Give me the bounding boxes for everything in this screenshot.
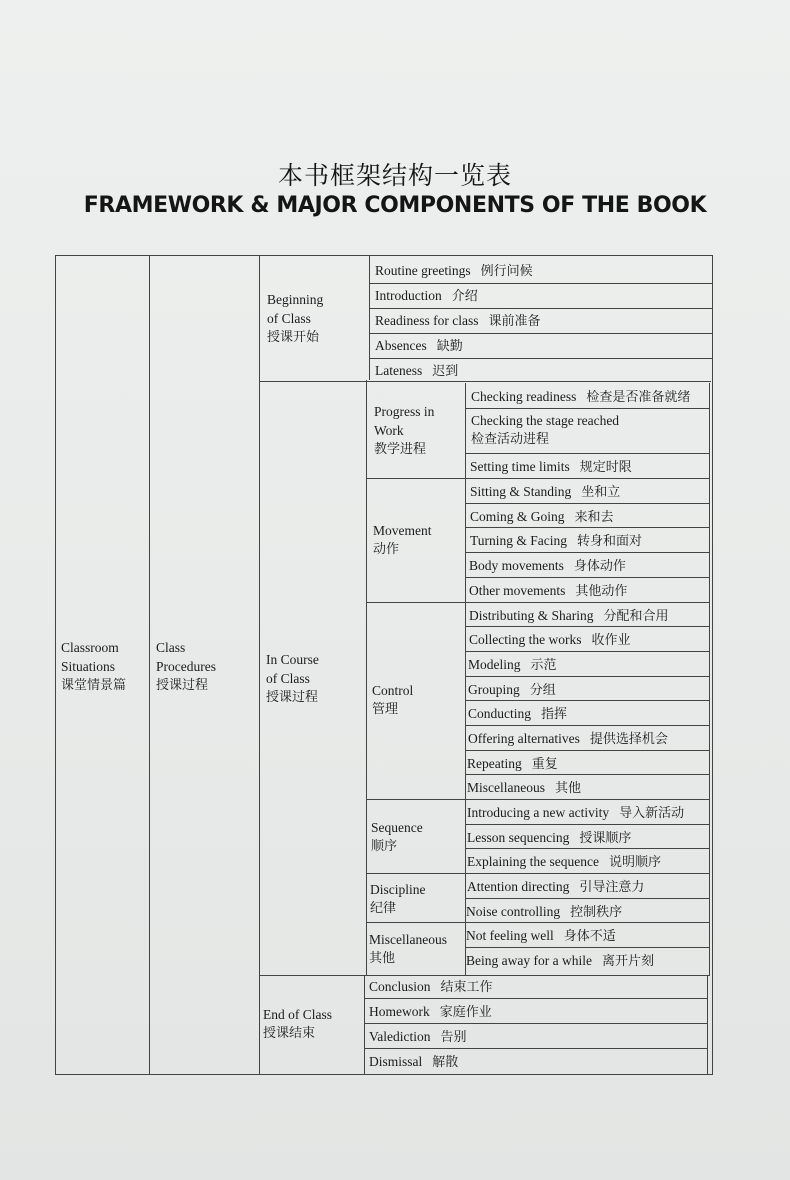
item-body-movements: Body movements 身体动作 [469, 558, 626, 574]
grid-line [465, 700, 710, 701]
category-label-en1: Classroom [61, 640, 119, 655]
item-readiness-for-class: Readiness for class 课前准备 [375, 313, 541, 329]
grid-line [465, 651, 710, 652]
item-valediction: Valediction 告别 [369, 1029, 467, 1045]
category-label-en2: Situations [61, 659, 116, 674]
grid-line [369, 358, 713, 359]
group-control [372, 681, 413, 719]
item-miscellaneous-control: Miscellaneous 其他 [467, 780, 581, 796]
group-label-cn: 其他 [369, 951, 396, 966]
stage-label-en1: End of Class [263, 1007, 332, 1022]
item-repeating: Repeating 重复 [467, 756, 558, 772]
stage-label-en1: In Course [266, 652, 319, 667]
grid-line [465, 453, 710, 454]
item-setting-time-limits: Setting time limits 规定时限 [470, 459, 632, 475]
group-label-en1: Control [372, 683, 414, 698]
group-label-cn: 管理 [372, 702, 399, 717]
grid-line [364, 975, 365, 1075]
grid-line [465, 824, 710, 825]
grid-line [465, 774, 710, 775]
group-miscellaneous [369, 930, 447, 968]
group-label-en1: Miscellaneous [369, 932, 447, 947]
group-movement [373, 521, 432, 559]
grid-line [465, 947, 710, 948]
stage-label-cn: 授课开始 [267, 330, 320, 345]
item-distributing-sharing: Distributing & Sharing 分配和合用 [469, 608, 669, 624]
group-label-en1: Movement [373, 523, 432, 538]
group-label-cn: 动作 [373, 542, 400, 557]
grid-line [465, 408, 710, 409]
grid-line [465, 676, 710, 677]
stage-label-cn: 授课结束 [263, 1026, 316, 1041]
grid-line [465, 527, 710, 528]
item-lesson-sequencing: Lesson sequencing 授课顺序 [467, 830, 632, 846]
grid-line [465, 577, 710, 578]
item-checking-readiness: Checking readiness 检查是否准备就绪 [471, 389, 691, 405]
stage-in-course-of-class [266, 650, 319, 707]
grid-line [259, 255, 260, 1075]
grid-line [366, 602, 710, 603]
page-title-english: FRAMEWORK & MAJOR COMPONENTS OF THE BOOK [83, 193, 707, 218]
item-introducing-a-new-activity: Introducing a new activity 导入新活动 [467, 805, 685, 821]
grid-line [364, 998, 708, 999]
grid-line [259, 381, 711, 382]
group-label-en1: Sequence [371, 820, 423, 835]
group-label-en2: Work [374, 423, 404, 438]
item-routine-greetings: Routine greetings 例行问候 [375, 263, 533, 279]
item-homework: Homework 家庭作业 [369, 1004, 492, 1020]
stage-label-en2: of Class [267, 311, 311, 326]
item-absences: Absences 缺勤 [375, 338, 463, 354]
grid-line [366, 380, 367, 975]
grid-line [465, 848, 710, 849]
grid-line [465, 626, 710, 627]
item-introduction: Introduction 介绍 [375, 288, 478, 304]
grid-line [465, 750, 710, 751]
grid-line [369, 283, 713, 284]
category-class-procedures [156, 638, 216, 695]
grid-line [369, 255, 370, 380]
grid-line [465, 503, 710, 504]
page-title-chinese: 本书框架结构一览表 [277, 161, 512, 190]
grid-line [259, 975, 710, 976]
item-offering-alternatives: Offering alternatives 提供选择机会 [468, 731, 668, 747]
item-collecting-the-works: Collecting the works 收作业 [469, 632, 631, 648]
grid-line [369, 308, 713, 309]
category-classroom-situations [61, 638, 126, 695]
item-dismissal: Dismissal 解散 [369, 1054, 459, 1070]
stage-label-cn: 授课过程 [266, 690, 319, 705]
group-label-cn: 纪律 [370, 901, 397, 916]
grid-line [366, 873, 710, 874]
item-modeling: Modeling 示范 [468, 657, 557, 673]
category-label-cn: 课堂情景篇 [61, 678, 127, 693]
stage-end-of-class [263, 1005, 332, 1043]
stage-label-en1: Beginning [267, 292, 324, 307]
item-coming-going: Coming & Going 来和去 [470, 509, 614, 525]
item-checking-the-stage-reached: Checking the stage reached 检查活动进程 [471, 413, 620, 447]
grid-line [364, 1048, 708, 1049]
procedures-label-en2: Procedures [156, 659, 216, 674]
grid-line [366, 922, 710, 923]
stage-label-en2: of Class [266, 671, 310, 686]
group-label-en1: Progress in [374, 404, 435, 419]
grid-line [364, 1023, 708, 1024]
item-noise-controlling: Noise controlling 控制秩序 [466, 904, 623, 920]
stage-beginning-of-class [267, 290, 323, 347]
group-label-en1: Discipline [370, 882, 426, 897]
grid-line [465, 383, 466, 975]
group-progress-in-work [374, 402, 434, 459]
item-sitting-standing: Sitting & Standing 坐和立 [470, 484, 621, 500]
item-conclusion: Conclusion 结束工作 [369, 979, 493, 995]
item-lateness: Lateness 迟到 [375, 363, 459, 379]
item-turning-facing: Turning & Facing 转身和面对 [470, 533, 643, 549]
grid-line [707, 975, 708, 1075]
item-explaining-the-sequence: Explaining the sequence 说明顺序 [467, 854, 661, 870]
grid-line [366, 478, 710, 479]
item-attention-directing: Attention directing 引导注意力 [467, 879, 645, 895]
item-other-movements: Other movements 其他动作 [469, 583, 628, 599]
grid-line [366, 799, 710, 800]
grid-line [709, 383, 710, 975]
procedures-label-en1: Class [156, 640, 186, 655]
grid-line [465, 552, 710, 553]
grid-line [149, 255, 150, 1075]
grid-line [465, 898, 710, 899]
grid-line [465, 725, 710, 726]
group-label-cn: 教学进程 [374, 442, 427, 457]
grid-line [369, 333, 713, 334]
procedures-label-cn: 授课过程 [156, 678, 209, 693]
item-not-feeling-well: Not feeling well 身体不适 [466, 928, 616, 944]
group-sequence [371, 818, 423, 856]
group-discipline [370, 880, 426, 918]
item-conducting: Conducting 指挥 [468, 706, 568, 722]
group-label-cn: 顺序 [371, 839, 398, 854]
item-being-away-for-a-while: Being away for a while 离开片刻 [466, 953, 654, 969]
item-grouping: Grouping 分组 [468, 682, 556, 698]
